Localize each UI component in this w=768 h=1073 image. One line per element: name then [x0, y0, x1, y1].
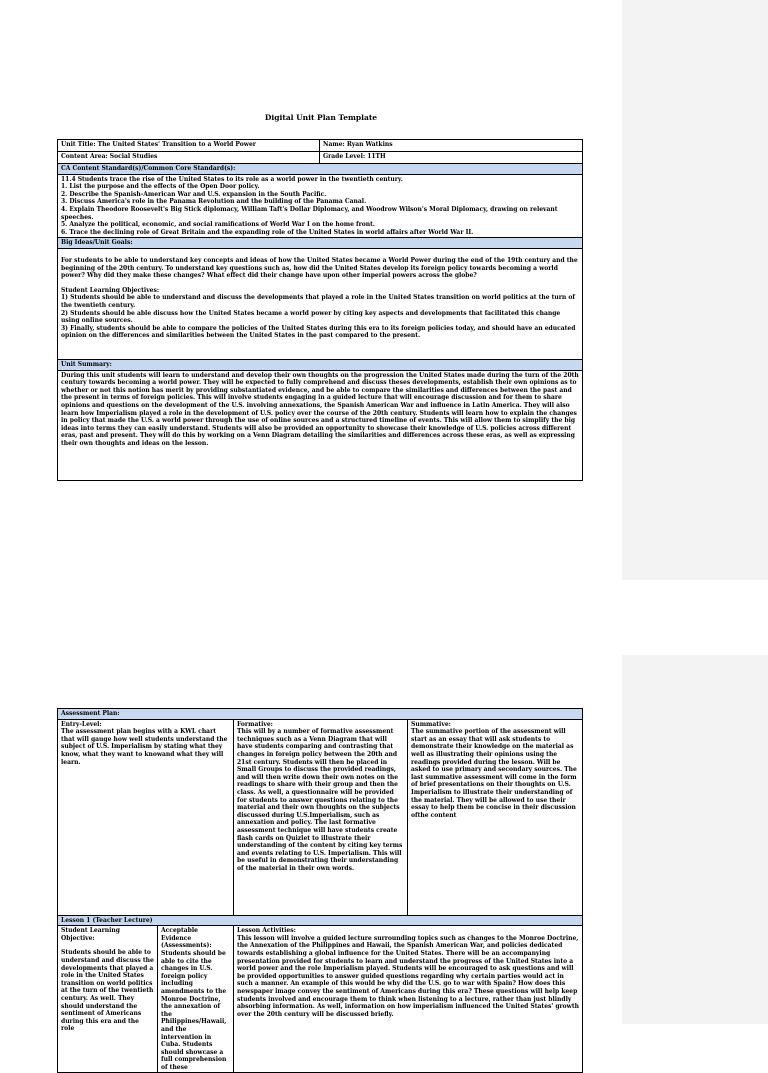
- objective-item: 3) Finally, students should be able to compare the policies of the United States during this era to its foreign policies today, and should have an educated opinion on the differences and similarities between the United States in the past compared to the present.: [61, 324, 576, 340]
- formative-text: This will by a number of formative assessment techniques such as a Venn Diagram that will have students comparing and contrasting that changes in foreign policy between the 20th and 21st century. Students will then be placed in Small Groups to discuss the provided readings, and will then write down their own notes on the readings to share with their group and then the class. As well, a questionnaire will be provided for students to answer questions relating to the material and their own thoughts on the subjects discussed during U.S.Imperialism, such as annexation and policy. The last formative assessment technique will have students create flash cards on Quizlet to illustrate their understanding of the content by citing key terms and events relating to U.S. Imperialism. This will be useful in demonstrating their understanding of the material in their own words.: [237, 728, 403, 872]
- comment-margin-top: [622, 0, 768, 580]
- assessment-plan-label: Assessment Plan:: [58, 709, 583, 720]
- entry-level-cell: [58, 719, 234, 915]
- acceptable-evidence-label: Acceptable Evidence (Assessments):: [161, 927, 212, 950]
- big-ideas-cell: [58, 248, 583, 359]
- standard-line: 6. Trace the declining role of Great Britain and the expanding role of the United States in world affairs after World War II.: [61, 228, 474, 236]
- acceptable-evidence-text: Students should be able to cite the changes in U.S. foreign policy including amendments to the Monroe Doctrine, the annexation of the Philippines/Hawaii, and the intervention in Cuba. Students should showcase a full comprehension of these: [161, 949, 227, 1071]
- big-ideas-label: Big Ideas/Unit Goals:: [58, 238, 583, 249]
- formative-cell: [234, 719, 408, 915]
- objective-item: 1) Students should be able to understand and discuss the developments that played a role in the United States transition on world politics at the turn of the twentieth century.: [61, 294, 575, 309]
- teacher-name: Name: Ryan Watkins: [320, 140, 583, 152]
- lesson-activities-label: Lesson Activities:: [237, 927, 296, 935]
- standard-line: 4. Explain Theodore Roosevelt's Big Stick diplomacy, William Taft's Dollar Diplomacy, and Woodrow Wilson's Moral Diplomacy, drawing on relevant speeches.: [61, 205, 558, 221]
- grade-level: Grade Level: 11TH: [320, 152, 583, 164]
- unit-title: Unit Title: The United States' Transition to a World Power: [58, 140, 320, 152]
- standard-line: 11.4 Students trace the rise of the United States to its role as a world power in the twentieth century.: [61, 175, 403, 183]
- summative-text: The summative portion of the assessment will start as an essay that will ask students to demonstrate their knowledge on the material as well as illustrating their opinions using the readings provided during the lesson. Will be asked to use primary and secondary sources. The last summative assessment will come in the form of brief presentations on their thoughts on U.S. Imperialism to illustrate their understanding of the material. They will be allowed to use their essay to help them be concise in their discussion ofthe content: [411, 728, 577, 819]
- standards-cell: [58, 174, 583, 238]
- lesson-activities-cell: [234, 926, 583, 1073]
- page-gap: [0, 580, 768, 655]
- entry-level-label: Entry-Level:: [61, 720, 102, 728]
- learning-objective-cell: [58, 926, 158, 1073]
- standard-line: 1. List the purpose and the effects of the Open Door policy.: [61, 183, 260, 191]
- summative-cell: [408, 719, 583, 915]
- learning-objective-text: Students should be able to understand and discuss the developments that played a role in the United States transition on world politics at the turn of the twentieth century. As well. They should understand the sentiment of Americans during this era and the role: [61, 949, 154, 1033]
- lesson-1-label: Lesson 1 (Teacher Lecture): [58, 915, 583, 926]
- assessment-lesson-table: [57, 708, 583, 1073]
- standard-line: 5. Analyze the political, economic, and social ramifications of World War I on the home front.: [61, 221, 376, 229]
- standard-line: 3. Discuss America's role in the Panama Revolution and the building of the Panama Canal.: [61, 198, 367, 206]
- unit-plan-table: [57, 139, 583, 481]
- entry-level-text: The assessment plan begins with a KWL chart that will gauge how well students understand the subject of U.S. Imperialism by stating what they know, what they want to knowand what they will learn.: [61, 728, 228, 766]
- comment-margin-bottom: [622, 655, 768, 1024]
- lesson-activities-text: This lesson will involve a guided lecture surrounding topics such as changes to the Monroe Doctrine, the Annexation of the Philippines and Hawaii, the Spanish American War, and policies dedicated towards establishing a global influence for the United States. There will be an accompanying presentation provided for students to learn and understand the progress of the United States into a world power and the role Imperialism played. Students will be encouraged to ask questions and will be provided opportunities to answer guided questions regarding why certain parties would act in such a manner. An example of this would be why did the U.S. go to war with Spain? How does this newspaper image convey the sentiment of Americans during this era? These questions will help keep students involved and encourage them to think when listening to a lecture, rather than just blindly absorbing information. As well, information on how imperialism influenced the United States' growth over the 20th century will be discussed briefly.: [237, 934, 579, 1018]
- learning-objective-label: Student Learning Objective:: [61, 927, 120, 942]
- goal-text: For students to be able to understand key concepts and ideas of how the United States became a World Power during the end of the 19th century and the beginning of the 20th century. To understand key questions such as, how did the United States develop its foreign policy towards becoming a world power? Why did they make these changes? What effect did their change have upon other imperial powers across the globe?: [61, 256, 578, 280]
- acceptable-evidence-cell: [158, 926, 234, 1073]
- document-title: Digital Unit Plan Template: [264, 113, 378, 122]
- content-area: Content Area: Social Studies: [58, 152, 320, 164]
- standards-label: CA Content Standard(s)/Common Core Standard(s):: [58, 164, 583, 175]
- unit-summary-label: Unit Summary:: [58, 359, 583, 370]
- objective-item: 2) Students should be able discuss how the United States became a world power by citing key aspects and developments that facilitated this change using online sources.: [61, 309, 561, 325]
- standard-line: 2. Describe the Spanish-American War and U.S. expansion in the South Pacific.: [61, 190, 327, 198]
- objectives-heading: Student Learning Objectives:: [61, 286, 160, 294]
- summative-label: Summative:: [411, 720, 451, 728]
- formative-label: Formative:: [237, 720, 273, 728]
- unit-summary-text: During this unit students will learn to understand and develop their own thoughts on the progression the United States made during the turn of the 20th century towards becoming a world power. They will be expected to fully comprehend and discuss theses developments, establish their own opinions as to whether or not this notion has merit by providing substantiated evidence, and be able to compare the similarities and differences between the past and the present in terms of foreign policies. This will involve students engaging in a guided lecture that will encourage discussion and for them to share opinions and questions on the development of the U.S. involving annexations, the Spanish American War and influence in Latin America. They will also learn how Imperialism played a role in the development of U.S. policy over the course of the 20th century. Students will learn how to explain the changes in policy that made the U.S. a world power through the use of online sources and a structured timeline of events. This will allow them to simplify the big ideas into terms they can easily understand. Students will also be provided an opportunity to showcase their knowledge of U.S. policies across different eras, past and present. They will do this by working on a Venn Diagram detailing the similarities and differences across these eras, as well as expressing their own thoughts and ideas on the lesson.: [58, 370, 583, 480]
